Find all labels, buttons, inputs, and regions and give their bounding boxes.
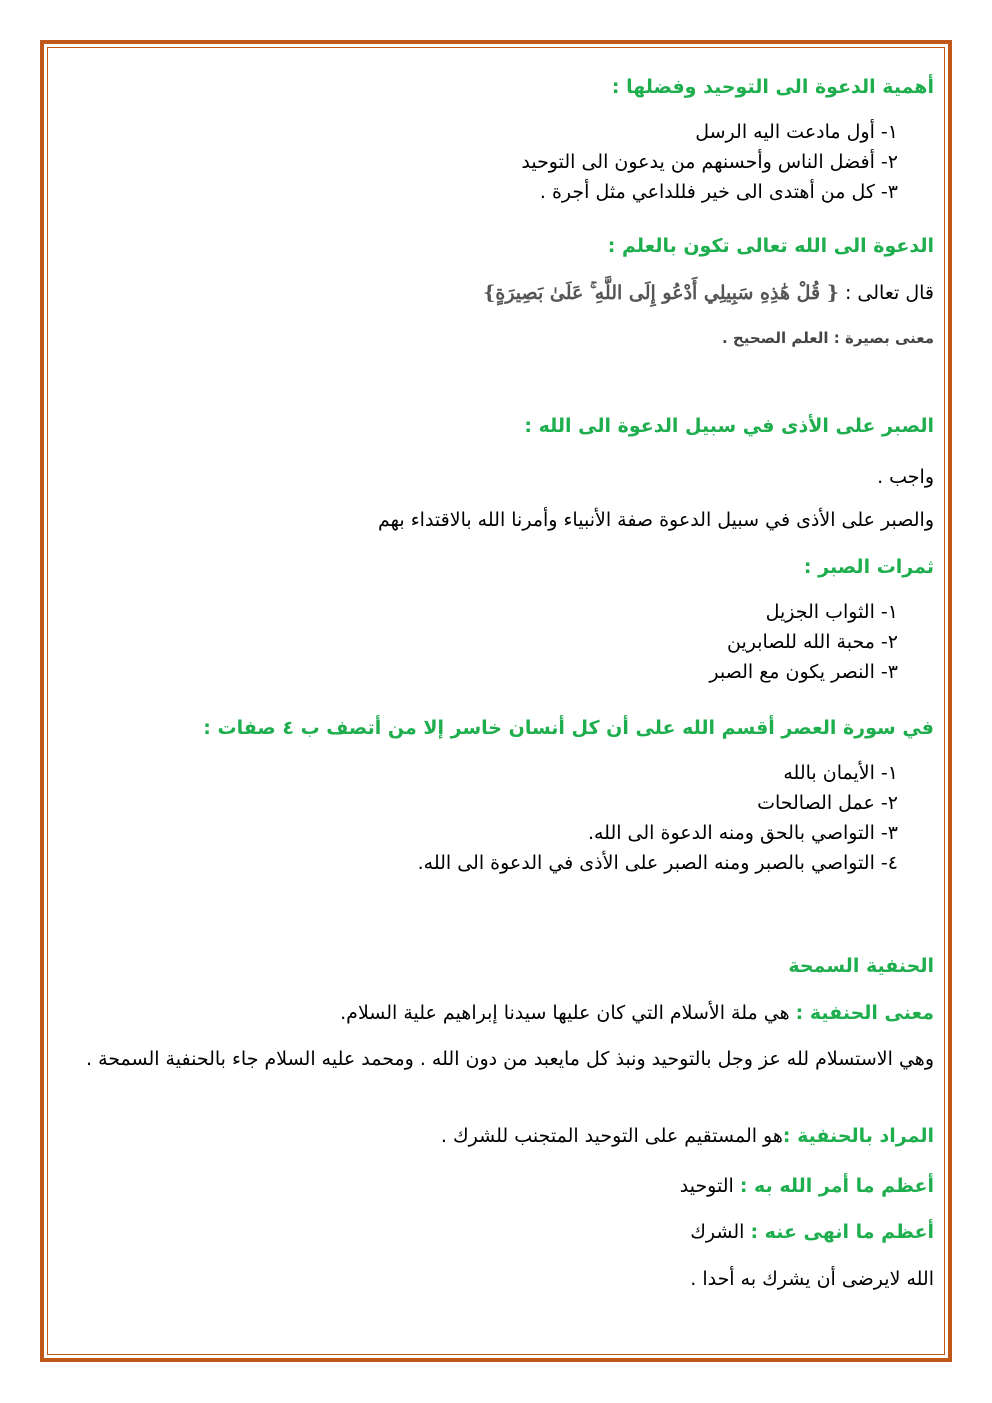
meaning-line — [60, 326, 934, 350]
section-patience — [60, 413, 934, 439]
heading-dawah-knowledge: الدعوة الى الله تعالى تكون بالعلم : — [607, 235, 934, 257]
text-greatest-command: التوحيد — [679, 1175, 740, 1197]
list-item: ١- الأيمان بالله — [783, 762, 898, 784]
list-item: ٣- التواصي بالحق ومنه الدعوة الى الله. — [587, 822, 898, 844]
term-greatest-command: أعظم ما أمر الله به : — [739, 1175, 934, 1197]
list-item: ٢- محبة الله للصابرين — [727, 631, 898, 653]
hanifiyya-meant — [60, 1121, 934, 1151]
list-item: ٣- كل من أهتدى الى خير فللداعي مثل أجرة . — [539, 181, 898, 203]
text-meaning-hanifiyya: هي ملة الأسلام التي كان عليها سيدنا إبراهيم علية السلام. — [340, 1002, 796, 1024]
heading-surat-al-asr: في سورة العصر أقسم الله على أن كل أنسان خاسر إلا من أتصف ب ٤ صفات : — [203, 717, 934, 739]
patience-line-2 — [60, 505, 934, 535]
term-meant-hanifiyya: المراد بالحنفية : — [782, 1125, 934, 1147]
section-fruits-patience — [60, 554, 934, 580]
section-hanifiyya — [60, 953, 934, 979]
greatest-command — [60, 1171, 934, 1201]
list-item: ٢- أفضل الناس وأحسنهم من يدعون الى التوحيد — [521, 151, 898, 173]
list-item: ٢- عمل الصالحات — [757, 792, 898, 814]
patience-line-1 — [60, 462, 934, 492]
heading-dawah-importance: أهمية الدعوة الى التوحيد وفضلها : — [611, 76, 934, 98]
list-item: ٤- التواصي بالصبر ومنه الصبر على الأذى في الدعوة الى الله. — [417, 852, 898, 874]
list-dawah-importance — [60, 117, 934, 207]
section-dawah-importance — [60, 74, 934, 100]
hanifiyya-paragraph — [60, 1044, 934, 1074]
text-greatest-forbidden: الشرك — [690, 1221, 751, 1243]
section-dawah-knowledge — [60, 233, 934, 259]
term-meaning-hanifiyya: معنى الحنفية : — [795, 1002, 934, 1024]
quran-verse: { قُلْ هَٰذِهِ سَبِيلِي أَدْعُو إِلَى اللَّهِ ۚ عَلَىٰ بَصِيرَةٍ} — [483, 282, 839, 304]
verse-line — [60, 278, 934, 308]
hanifiyya-para: وهي الاستسلام لله عز وجل بالتوحيد ونبذ كل مايعبد من دون الله . ومحمد عليه السلام جاء بالحنفية السمحة . — [85, 1048, 934, 1070]
greatest-forbidden — [60, 1217, 934, 1247]
last-line — [60, 1264, 934, 1294]
term-greatest-forbidden: أعظم ما انهى عنه : — [750, 1221, 934, 1243]
heading-fruits-patience: ثمرات الصبر : — [803, 556, 934, 578]
list-item: ١- الثواب الجزيل — [765, 601, 898, 623]
patience-obligation: واجب . — [877, 466, 934, 488]
allah-not-pleased: الله لايرضى أن يشرك به أحدا . — [690, 1268, 934, 1290]
meaning-basira: معنى بصيرة : العلم الصحيح . — [721, 329, 934, 347]
text-meant-hanifiyya: هو المستقيم على التوحيد المتجنب للشرك . — [440, 1125, 783, 1147]
list-item: ١- أول مادعت اليه الرسل — [695, 121, 898, 143]
heading-patience: الصبر على الأذى في سبيل الدعوة الى الله : — [524, 415, 934, 437]
list-fruits-patience — [60, 597, 934, 687]
verse-intro: قال تعالى : — [844, 282, 934, 304]
section-surat-al-asr — [60, 715, 934, 741]
hanifiyya-definition — [60, 998, 934, 1028]
heading-hanifiyya: الحنفية السمحة — [788, 955, 934, 977]
patience-prophets: والصبر على الأذى في سبيل الدعوة صفة الأنبياء وأمرنا الله بالاقتداء بهم — [378, 509, 934, 531]
list-surat-al-asr — [60, 758, 934, 878]
list-item: ٣- النصر يكون مع الصبر — [709, 661, 898, 683]
